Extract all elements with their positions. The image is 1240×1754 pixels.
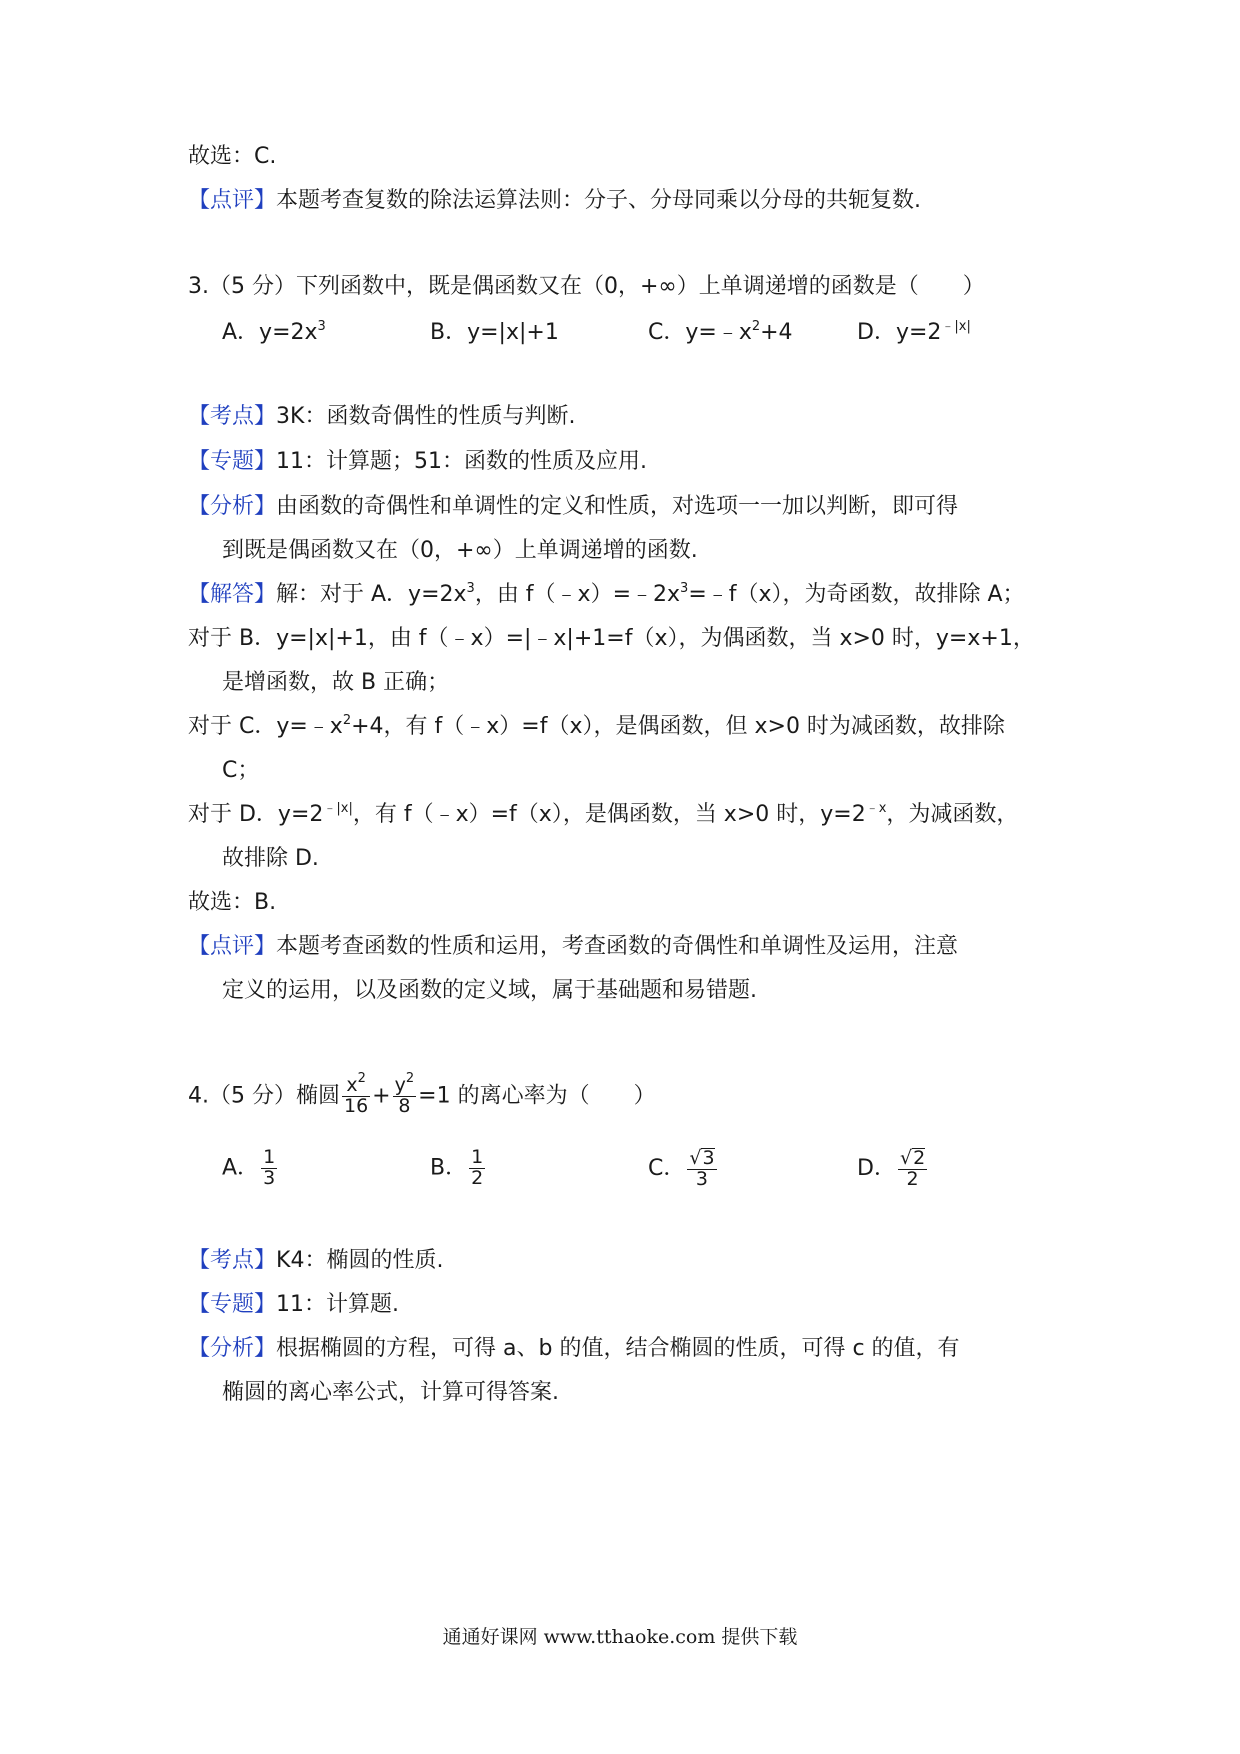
- review-text: 本题考查复数的除法运算法则：分子、分母同乘以分母的共轭复数.: [276, 188, 922, 213]
- q3-jieda-b-cont: 是增函数，故 B 正确；: [222, 670, 450, 695]
- q3-stem: 3.（5 分）下列函数中，既是偶函数又在（0，+∞）上单调递增的函数是（ ）: [188, 274, 985, 299]
- prev-review: [188, 186, 921, 216]
- q3-jieda-c-cont: C；: [222, 758, 260, 783]
- q3-kaodian: 【考点】3K：函数奇偶性的性质与判断.: [188, 404, 576, 429]
- q4-option-a: A． $\frac{1}{3}$: [222, 1146, 276, 1189]
- q4-zhuanti: 【专题】11：计算题.: [188, 1292, 400, 1317]
- review-tag: 【点评】: [188, 188, 277, 213]
- page-footer: 通通好课网 www.tthaoke.com 提供下载: [442, 1626, 798, 1648]
- q3-jieda-a: 【解答】解：对于 A．$y=2x^3$，由 $f(﹣x)=﹣2x^3=﹣f(x)$，为奇函数，故排除 A；: [188, 581, 1025, 607]
- q3-jieda-b: 对于 B．y=|x|+1，由 f（﹣x）=|﹣x|+1=f（x），为偶函数，当 x>0 时，y=x+1，: [188, 626, 1035, 651]
- q4-option-b: B． $\frac{1}{2}$: [430, 1146, 484, 1189]
- fraction-x2-16: $\frac{x^2}{16}$: [343, 1071, 369, 1117]
- q4-option-c: C． $\frac{√3}{3}$: [648, 1147, 715, 1190]
- q4-kaodian: 【考点】K4：椭圆的性质.: [188, 1248, 444, 1273]
- q3-jieda-c: 对于 C．$y=﹣x^2+4$，有 f（﹣x）=f（x），是偶函数，但 x>0 时为减函数，故排除: [188, 713, 1005, 739]
- q3-fenxi: 【分析】由函数的奇偶性和单调性的定义和性质，对选项一一加以判断，即可得: [188, 494, 959, 519]
- q3-zhuanti: 【专题】11：计算题；51：函数的性质及应用.: [188, 449, 647, 474]
- q3-review-cont: 定义的运用，以及函数的定义域，属于基础题和易错题.: [222, 978, 757, 1003]
- q4-fenxi-cont: 椭圆的离心率公式，计算可得答案.: [222, 1380, 559, 1405]
- q3-choice: 故选：B.: [188, 890, 277, 915]
- q3-review: 【点评】本题考查函数的性质和运用，考查函数的奇偶性和单调性及运用，注意: [188, 934, 959, 959]
- q4-fenxi: 【分析】根据椭圆的方程，可得 a、b 的值，结合椭圆的性质，可得 c 的值，有: [188, 1336, 960, 1361]
- q3-jieda-d-cont: 故排除 D.: [222, 846, 319, 871]
- q3-option-a: A．$y=2x^3$: [222, 319, 326, 345]
- q3-fenxi-cont: 到既是偶函数又在（0，+∞）上单调递增的函数.: [222, 538, 698, 563]
- prev-choice: 故选：C.: [188, 144, 277, 169]
- q3-jieda-d: 对于 D．$y=2^{﹣|x|}$，有 f（﹣x）=f（x），是偶函数，当 x>0 时，$y=2^{﹣x}$，为减函数，: [188, 801, 1019, 827]
- q4-option-d: D． $\frac{√2}{2}$: [857, 1147, 926, 1190]
- q3-option-b: B．y=|x|+1: [430, 320, 559, 345]
- q3-option-d: D．$y=2^{﹣|x|}$: [857, 319, 971, 345]
- fraction-y2-8: $\frac{y^2}{8}$: [394, 1071, 415, 1117]
- q4-stem: 4.（5 分）椭圆 $\frac{x^2}{16}$ + $\frac{y^2}{8}$ =1 的离心率为（ ）: [188, 1071, 656, 1117]
- q3-option-c: C．$y=﹣x^2+4$: [648, 319, 793, 345]
